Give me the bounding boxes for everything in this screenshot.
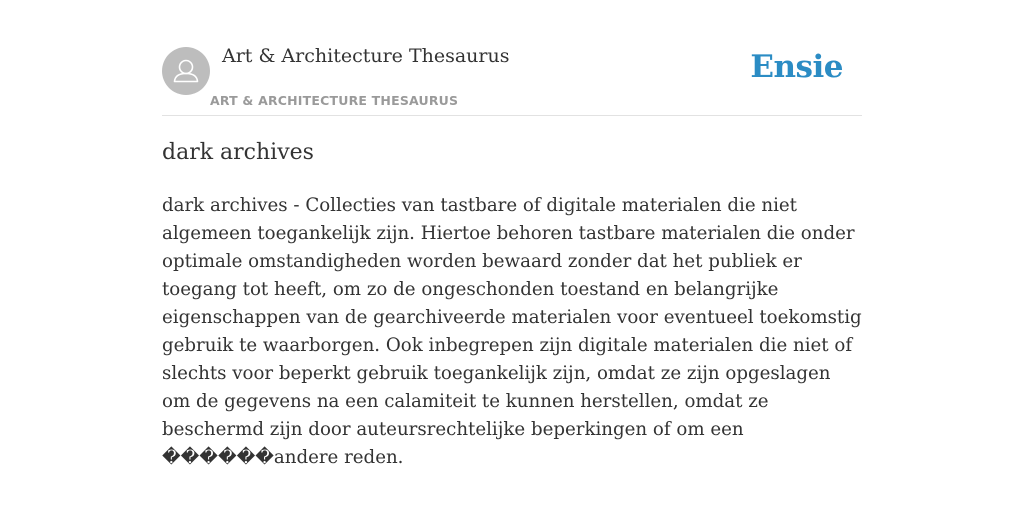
definition-text: dark archives - Collecties van tastbare of digitale materialen die niet algemeen toegankelijk zijn. Hiertoe behoren tastbare materialen die onder optimale omstandigheden worden bewaard zonder dat het publiek er toegang tot heeft, om zo de ongeschonden toestand en belangrijke eigenschappen van de gearchiveerde materialen voor eventueel toekomstig gebruik te waarborgen. Ook inbegrepen zijn digitale materialen die niet of slechts voor beperkt gebruik toegankelijk zijn, omdat ze zijn opgeslagen om de gegevens na een calamiteit te kunnen herstellen, omdat ze beschermd zijn door auteursrechtelijke beperkingen of om een ������andere reden.: [162, 195, 862, 468]
avatar[interactable]: [162, 47, 210, 95]
source-label[interactable]: ART & ARCHITECTURE THESAURUS: [210, 93, 459, 108]
author-name[interactable]: Art & Architecture Thesaurus: [222, 45, 510, 67]
user-silhouette-icon: [162, 47, 210, 95]
header: [162, 0, 862, 116]
term-title: dark archives: [162, 140, 314, 165]
brand-logo[interactable]: Ensie: [750, 49, 843, 85]
